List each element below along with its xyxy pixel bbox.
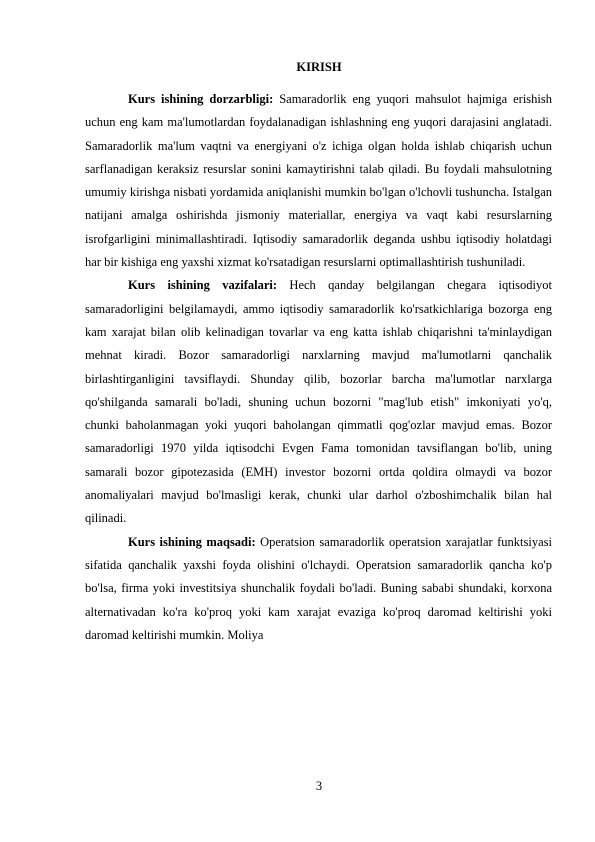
paragraph-lead: Kurs ishining vazifalari: [128,278,278,293]
page-number: 3 [315,779,323,793]
page-title: KIRISH [296,60,342,74]
paragraph-lead: Kurs ishining dorzarbligi: [128,92,274,106]
body-text [85,88,552,647]
paragraph-goal [85,531,552,647]
paragraph-lead: Kurs ishining maqsadi: [128,534,256,549]
paragraph-text: Operatsion samaradorlik operatsion xarajatlar funktsiyasi sifatida qanchalik yaxshi foyda olishini o'lchaydi. Operatsion samaradorlik qancha ko'p bo'lsa, firma yoki investitsiya shunchalik foydali bo'ladi. Buning sababi shundaki, korxona alternativadan ko'ra ko'proq yoki kam xarajat evaziga ko'proq daromad keltirishi yoki daromad keltirishi mumkin. Moliya [85,534,553,642]
paragraph-tasks [85,274,552,530]
paragraph-text: Samaradorlik eng yuqori mahsulot hajmiga erishish uchun eng kam ma'lumotlardan foydalanadigan ishlashning eng yuqori darajasini anglatadi. Samaradorlik ma'lum vaqtni va energiyani o'z ichiga olgan holda ishlab chiqarish uchun sarflanadigan keraksiz resurslar sonini kamaytirishni talab qiladi. Bu foydali mahsulotning umumiy kirishga nisbati yordamida aniqlanishi mumkin bo'lgan o'lchovli tushuncha. Istalgan natijani amalga oshirishda jismoniy materiallar, energiya va vaqt kabi resurslarning isrofgarligini minimallashtiradi. Iqtisodiy samaradorlik deganda ushbu iqtisodiy holatdagi har bir kishiga eng yaxshi xizmat ko'rsatadigan resurslarni optimallashtirish tushuniladi. [85,92,552,270]
paragraph-text: Hech qanday belgilangan chegara iqtisodiyot samaradorligini belgilamaydi, ammo iqtisodiy samaradorlik ko'rsatkichlariga bozorga eng kam xarajat bilan olib kelinadigan tovarlar va eng katta ishlab chiqarishni ta'minlaydigan mehnat kiradi. Bozor samaradorligi narxlarning mavjud ma'lumotlarni qanchalik birlashtirganligini tavsiflaydi. Shunday qilib, bozorlar barcha ma'lumotlar narxlarga qo'shilganda samarali bo'ladi, shuning uchun bozorni "mag'lub etish" imkoniyati yo'q, chunki baholanmagan yoki yuqori baholangan qimmatli qog'ozlar mavjud emas. Bozor samaradorligi 1970 yilda iqtisodchi Evgen Fama tomonidan tavsiflangan bo'lib, uning samarali bozor gipotezasida (EMH) investor bozorni ortda qoldira olmaydi va bozor anomaliyalari mavjud bo'lmasligi kerak, chunki ular darhol o'zboshimchalik bilan hal qilinadi. [85,278,552,526]
paragraph-relevance [85,88,552,274]
